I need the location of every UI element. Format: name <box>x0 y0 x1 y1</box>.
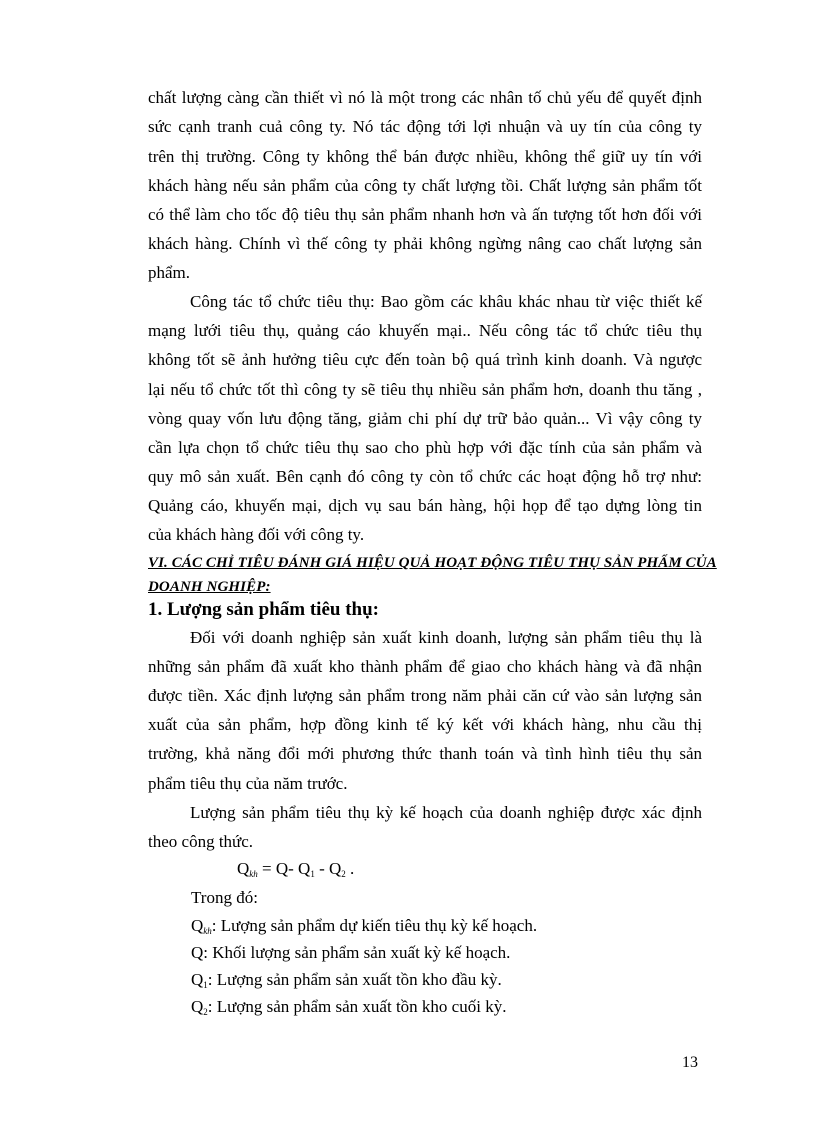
body-line: của khách hàng đối với công ty. <box>148 525 365 544</box>
body-line: theo công thức. <box>148 832 254 851</box>
body-line: lại nếu tổ chức tốt thì công ty sẽ tiêu thụ nhiều sản phẩm hơn, doanh thu tăng , <box>148 380 702 399</box>
body-line: chất lượng càng cần thiết vì nó là một trong các nhân tố chủ yếu để quyết định <box>148 88 702 107</box>
subheading: 1. Lượng sản phẩm tiêu thụ: <box>148 599 379 620</box>
body-line: khách hàng nếu sản phẩm của công ty chất lượng tồi. Chất lượng sản phẩm tốt <box>148 176 702 195</box>
body-line: những sản phẩm đã xuất kho thành phẩm để giao cho khách hàng và đã nhận <box>148 657 702 676</box>
body-line: không tốt sẽ ảnh hưởng tiêu cực đến toàn bộ quá trình kinh doanh. Và ngược <box>148 350 702 369</box>
body-line: vòng quay vốn lưu động tăng, giảm chi phí dự trữ bảo quản... Vì vậy công ty <box>148 409 702 428</box>
body-line: Công tác tổ chức tiêu thụ: Bao gồm các khâu khác nhau từ việc thiết kế <box>190 292 702 311</box>
section-heading: VI. CÁC CHỈ TIÊU ĐÁNH GIÁ HIỆU QUẢ HOẠT ĐỘNG TIÊU THỤ SẢN PHẨM CỦA <box>148 555 717 571</box>
body-line: có thể làm cho tốc độ tiêu thụ sản phẩm nhanh hơn và ấn tượng tốt hơn đối với <box>148 205 702 224</box>
definition-item: $Q_2$: Lượng sản phẩm sản xuất tồn kho cuối kỳ. <box>191 997 507 1017</box>
body-line: Lượng sản phẩm tiêu thụ kỳ kế hoạch của doanh nghiệp được xác định <box>190 803 702 822</box>
definitions-intro: Trong đó: <box>191 888 258 907</box>
body-line: xuất của sản phẩm, hợp đồng kinh tế ký kết với khách hàng, nhu cầu thị <box>148 715 702 734</box>
body-line: sức cạnh tranh cuả công ty. Nó tác động tới lợi nhuận và uy tín của công ty <box>148 117 702 136</box>
body-line: cần lựa chọn tổ chức tiêu thụ sao cho phù hợp với đặc tính của sản phẩm và <box>148 438 702 457</box>
body-line: trường, khả năng đổi mới phương thức thanh toán và tình hình tiêu thụ sản <box>148 744 702 763</box>
body-line: khách hàng. Chính vì thế công ty phải không ngừng nâng cao chất lượng sản <box>148 234 702 253</box>
body-line: quy mô sản xuất. Bên cạnh đó công ty còn tổ chức các hoạt động hỗ trợ như: <box>148 467 702 486</box>
definition-item: $Q_{kh}$: Lượng sản phẩm dự kiến tiêu thụ kỳ kế hoạch. <box>191 916 538 936</box>
definition-item: Q: Khối lượng sản phẩm sản xuất kỳ kế hoạch. <box>191 943 511 962</box>
body-line: phẩm tiêu thụ của năm trước. <box>148 774 348 793</box>
page-number: 13 <box>682 1054 698 1071</box>
body-line: mạng lưới tiêu thụ, quảng cáo khuyến mại.. Nếu công tác tổ chức tiêu thụ <box>148 321 702 340</box>
section-heading: DOANH NGHIỆP: <box>148 579 271 595</box>
body-line: trên thị trường. Công ty không thể bán được nhiều, không thể giữ uy tín với <box>148 147 702 166</box>
body-line: Đối với doanh nghiệp sản xuất kinh doanh, lượng sản phẩm tiêu thụ là <box>190 628 702 647</box>
body-line: phẩm. <box>148 263 191 282</box>
definition-item: $Q_1$: Lượng sản phẩm sản xuất tồn kho đầu kỳ. <box>191 970 502 990</box>
body-line: được tiền. Xác định lượng sản phẩm trong năm phải căn cứ vào sản lượng sản <box>148 686 702 705</box>
formula: $Q_{kh} = Q-$ $Q_1 - Q_2$ . <box>237 859 355 879</box>
body-line: Quảng cáo, khuyến mại, dịch vụ sau bán hàng, hội họp để tạo dựng lòng tin <box>148 496 702 515</box>
